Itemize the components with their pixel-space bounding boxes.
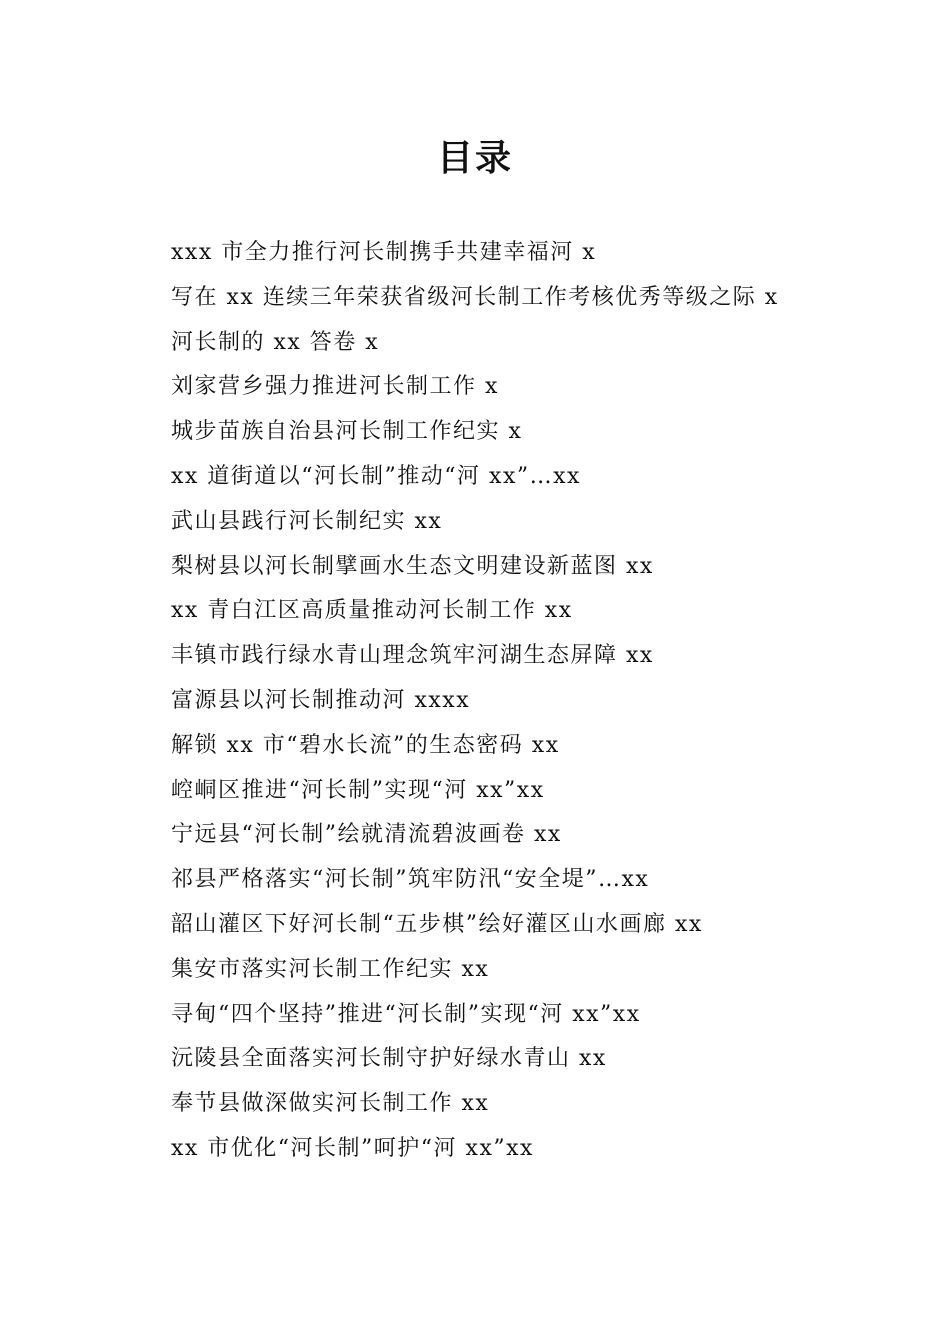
toc-entry: 奉节县做深做实河长制工作 xx <box>171 1091 490 1117</box>
toc-entry: 韶山灌区下好河长制“五步棋”绘好灌区山水画廊 xx <box>171 911 703 937</box>
toc-entry: 武山县践行河长制纪实 xx <box>171 508 443 534</box>
page-title: 目录 <box>436 137 513 179</box>
toc-entry: 丰镇市践行绿水青山理念筑牢河湖生态屏障 xx <box>171 643 654 669</box>
toc-entry: xxx 市全力推行河长制携手共建幸福河 x <box>171 240 597 265</box>
toc-entry: 城步苗族自治县河长制工作纪实 x <box>171 419 523 445</box>
toc-entry: 解锁 xx 市“碧水长流”的生态密码 xx <box>171 732 560 758</box>
toc-entry: 寻甸“四个坚持”推进“河长制”实现“河 xx”xx <box>171 1001 641 1027</box>
toc-entry: 写在 xx 连续三年荣获省级河长制工作考核优秀等级之际 x <box>171 284 779 310</box>
toc-entry: 梨树县以河长制擘画水生态文明建设新蓝图 xx <box>171 553 654 579</box>
toc-entry: 河长制的 xx 答卷 x <box>171 329 380 355</box>
toc-entry: xx 市优化“河长制”呵护“河 xx”xx <box>171 1135 534 1161</box>
toc-entry: 祁县严格落实“河长制”筑牢防汛“安全堤”…xx <box>171 867 650 893</box>
toc-entry: xx 青白江区高质量推动河长制工作 xx <box>171 598 573 624</box>
toc-list <box>171 234 871 1175</box>
toc-entry: 宁远县“河长制”绘就清流碧波画卷 xx <box>171 822 562 848</box>
toc-entry: 富源县以河长制推动河 xxxx <box>171 687 471 713</box>
toc-entry: 沅陵县全面落实河长制守护好绿水青山 xx <box>171 1046 607 1072</box>
toc-entry: 刘家营乡强力推进河长制工作 x <box>171 374 499 400</box>
toc-entry: 崆峒区推进“河长制”实现“河 xx”xx <box>171 777 545 803</box>
toc-entry: 集安市落实河长制工作纪实 xx <box>171 956 490 982</box>
toc-entry: xx 道街道以“河长制”推动“河 xx”…xx <box>171 463 581 489</box>
